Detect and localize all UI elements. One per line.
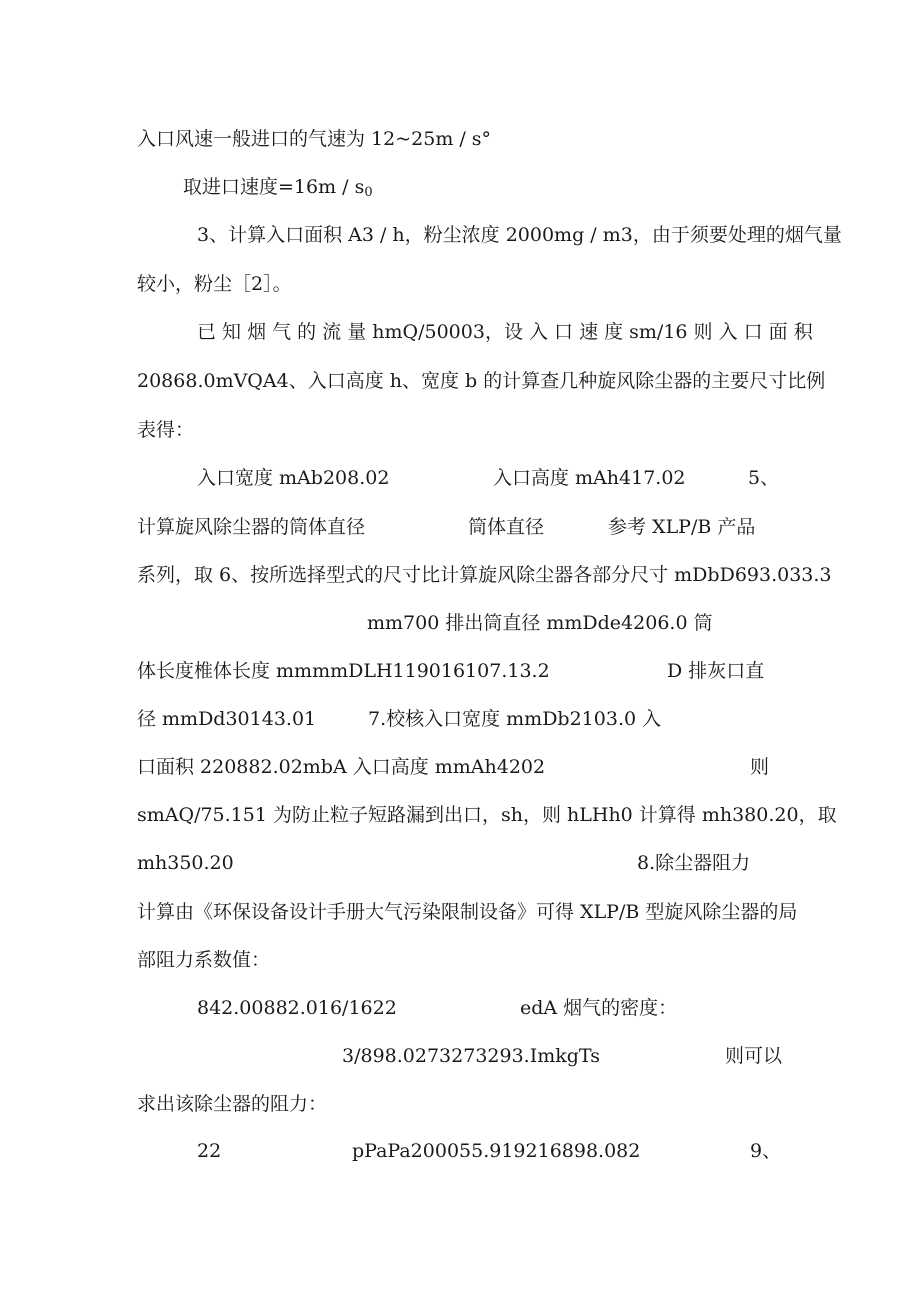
resistance-heading-text: 8.除尘器阻力 xyxy=(637,852,751,874)
text-line-12 xyxy=(0,659,920,683)
text-line-1 xyxy=(137,127,491,151)
height-result-text: mh350.20 xyxy=(137,852,234,874)
text-line-15-content: smAQ/75.151 为防止粒子短路漏到出口，sh，则 hLHh0 计算得 mh380.20，取 xyxy=(137,804,837,826)
ash-outlet-text: D 排灰口直 xyxy=(667,660,765,682)
text-line-16 xyxy=(0,851,920,875)
then-text: 则 xyxy=(750,756,770,778)
text-line-17 xyxy=(137,900,797,924)
coefficient-value-text: 842.00882.016/1622 xyxy=(197,997,397,1019)
reference-product-text: 参考 XLP/B 产品 xyxy=(608,516,756,538)
text-line-5 xyxy=(197,320,813,344)
text-line-15 xyxy=(137,803,837,827)
text-line-7-content: 表得： xyxy=(137,419,195,441)
text-line-18 xyxy=(137,948,270,972)
text-line-22 xyxy=(0,1139,920,1163)
diameter-value-text: 径 mmDd30143.01 xyxy=(137,708,317,730)
text-line-21 xyxy=(137,1092,327,1116)
text-line-2-content: 取进口速度=16m / s xyxy=(183,176,365,198)
text-line-10 xyxy=(137,563,832,587)
text-line-20 xyxy=(0,1044,920,1068)
item-number-9: 9、 xyxy=(750,1140,782,1162)
text-line-19 xyxy=(0,996,920,1020)
text-line-3 xyxy=(197,223,842,247)
pressure-drop-text: pPaPa200055.919216898.082 xyxy=(352,1140,641,1162)
gas-density-text: edA 烟气的密度： xyxy=(520,997,678,1019)
cylinder-diameter-text: 筒体直径 xyxy=(468,516,545,538)
text-line-4 xyxy=(137,272,292,296)
text-line-11-content: mm700 排出筒直径 mmDde4206.0 筒 xyxy=(367,612,713,634)
text-line-5-content: 已 知 烟 气 的 流 量 hmQ/50003，设 入 口 速 度 sm/16 则 入 口 面 积 xyxy=(197,321,813,343)
inlet-height-text: 入口高度 mAh417.02 xyxy=(493,467,686,489)
density-value-text: 3/898.0273273293.ImkgTs xyxy=(342,1045,600,1067)
text-line-2 xyxy=(183,175,373,199)
text-line-13 xyxy=(0,707,920,731)
text-line-9 xyxy=(0,515,920,539)
text-line-10-content: 系列，取 6、按所选择型式的尺寸比计算旋风除尘器各部分尺寸 mDbD693.033.3 xyxy=(137,564,832,586)
text-line-18-content: 部阻力系数值： xyxy=(137,949,271,971)
text-line-11 xyxy=(367,611,713,635)
text-line-7 xyxy=(137,418,194,442)
text-line-21-content: 求出该除尘器的阻力： xyxy=(137,1093,328,1115)
text-line-6-content: 20868.0mVQA4、入口高度 h、宽度 b 的计算查几种旋风除尘器的主要尺寸比例 xyxy=(137,370,826,392)
text-line-17-content: 计算由《环保设备设计手册大气污染限制设备》可得 XLP/B 型旋风除尘器的局 xyxy=(137,901,798,923)
text-line-6 xyxy=(137,369,825,393)
text-line-4-content: 较小，粉尘［2］。 xyxy=(137,273,292,295)
inlet-width-text: 入口宽度 mAb208.02 xyxy=(197,467,390,489)
text-line-8 xyxy=(0,466,920,490)
then-can-text: 则可以 xyxy=(725,1045,783,1067)
text-line-3-content: 3、计算入口面积 A3 / h，粉尘浓度 2000mg / m3，由于须要处理的烟气量 xyxy=(197,224,842,246)
text-line-1-content: 入口风速一般进口的气速为 12~25m / s° xyxy=(137,128,492,150)
subscript: 0 xyxy=(364,185,373,200)
cylinder-length-text: 体长度椎体长度 mmmmDLH119016107.13.2 xyxy=(137,660,550,682)
exponent-text: 22 xyxy=(197,1140,222,1162)
calc-diameter-text: 计算旋风除尘器的筒体直径 xyxy=(137,516,366,538)
text-line-14 xyxy=(0,755,920,779)
check-width-text: 7.校核入口宽度 mmDb2103.0 入 xyxy=(368,708,662,730)
inlet-area-text: 口面积 220882.02mbA 入口高度 mmAh4202 xyxy=(137,756,546,778)
item-number-5: 5、 xyxy=(748,467,780,489)
